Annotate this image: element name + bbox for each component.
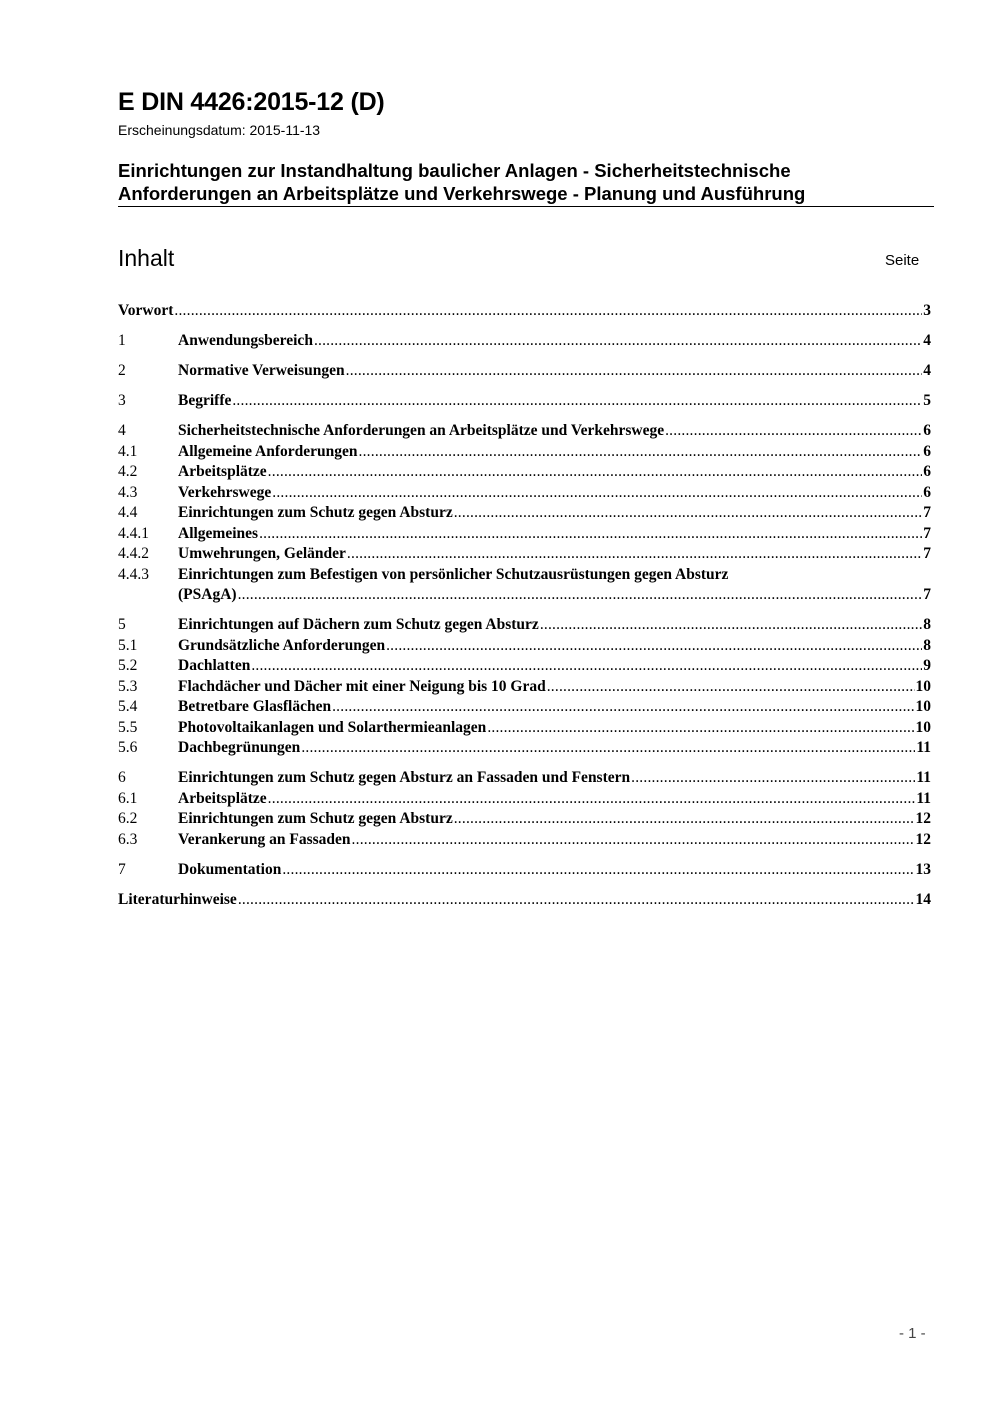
toc-entry-number: 4.3 (118, 483, 138, 501)
toc-entry-5-2[interactable] (118, 656, 931, 677)
toc-entry-title: Allgemeines (178, 524, 259, 542)
toc-entry-title: Einrichtungen zum Schutz gegen Absturz an Fassaden und Fenstern (178, 769, 631, 786)
toc-entry-number: 6.2 (118, 810, 138, 827)
toc-entry-6-3[interactable] (118, 830, 931, 851)
toc-entry-number: 4.4.2 (118, 545, 149, 562)
dot-leader (332, 697, 914, 718)
toc-entry-number: 5 (118, 616, 126, 633)
toc-entry-page: 7 (923, 586, 931, 603)
toc-entry-number: 3 (118, 392, 126, 409)
toc-entry-4-1[interactable] (118, 442, 931, 463)
toc-entry-1[interactable] (118, 331, 931, 352)
dot-leader (301, 738, 915, 759)
toc-entry-title-continued: (PSAgA) (178, 586, 237, 603)
toc-entry-page: 7 (923, 504, 931, 521)
toc-entry-6[interactable] (118, 768, 931, 789)
toc-entry-page: 14 (915, 890, 931, 908)
toc-entry-page: 6 (923, 483, 931, 501)
toc-entry-title: Photovoltaikanlagen und Solarthermieanlagen (178, 718, 487, 736)
toc-entry-page: 6 (923, 422, 931, 439)
dot-leader (259, 524, 922, 545)
toc-entry-number: 4.4.1 (118, 524, 149, 542)
dot-leader (352, 830, 915, 851)
dot-leader (487, 718, 914, 739)
toc-entry-title: Vorwort (118, 302, 174, 319)
toc-entry-5[interactable] (118, 615, 931, 636)
toc-entry-vorwort[interactable] (118, 301, 931, 322)
toc-entry-page: 11 (916, 739, 931, 756)
dot-leader (359, 442, 923, 463)
toc-entry-3[interactable] (118, 391, 931, 412)
toc-entry-title: Normative Verweisungen (178, 362, 345, 379)
document-id: E DIN 4426:2015-12 (D) (118, 88, 385, 116)
toc-entry-4-4[interactable] (118, 503, 931, 524)
toc-entry-page: 4 (923, 332, 931, 349)
toc-entry-number: 6 (118, 769, 126, 786)
toc-entry-page: 6 (923, 463, 931, 480)
toc-entry-page: 12 (915, 830, 931, 848)
toc-entry-5-3[interactable] (118, 677, 931, 698)
toc-entry-title: Einrichtungen zum Schutz gegen Absturz (178, 504, 453, 521)
toc-entry-title: Umwehrungen, Geländer (178, 545, 346, 562)
toc-entry-title: Verkehrswege (178, 483, 272, 501)
dot-leader (238, 585, 923, 606)
dot-leader (314, 331, 922, 352)
subtitle-line-1: Einrichtungen zur Instandhaltung baulicher Anlagen - Sicherheitstechnische (118, 160, 791, 181)
toc-entry-title: Arbeitsplätze (178, 789, 267, 807)
toc-entry-page: 8 (923, 616, 931, 633)
toc-entry-title: Einrichtungen auf Dächern zum Schutz gegen Absturz (178, 616, 539, 633)
toc-entry-7[interactable] (118, 860, 931, 881)
page-number: - 1 - (899, 1325, 926, 1342)
toc-entry-title: Einrichtungen zum Befestigen von persönlicher Schutzausrüstungen gegen Absturz (178, 565, 729, 583)
toc-entry-6-1[interactable] (118, 789, 931, 810)
toc-entry-6-2[interactable] (118, 809, 931, 830)
dot-leader (631, 768, 915, 789)
toc-entry-title: Betretbare Glasflächen (178, 698, 332, 715)
release-date: Erscheinungsdatum: 2015-11-13 (118, 122, 321, 138)
toc-entry-number: 5.5 (118, 718, 138, 736)
toc-entry-number: 7 (118, 860, 126, 878)
toc-entry-page: 3 (923, 302, 931, 319)
dot-leader (174, 301, 922, 322)
toc-entry-title: Sicherheitstechnische Anforderungen an Arbeitsplätze und Verkehrswege (178, 422, 665, 439)
toc-entry-4-4-3-continued[interactable] (118, 585, 931, 606)
dot-leader (540, 615, 922, 636)
dot-leader (282, 860, 914, 881)
toc-entry-page: 8 (923, 636, 931, 654)
toc-entry-4-2[interactable] (118, 462, 931, 483)
toc-entry-4-4-2[interactable] (118, 544, 931, 565)
table-of-contents (118, 301, 931, 910)
toc-entry-title: Allgemeine Anforderungen (178, 442, 358, 460)
toc-entry-5-4[interactable] (118, 697, 931, 718)
toc-entry-title: Literaturhinweise (118, 890, 237, 908)
toc-entry-page: 10 (915, 698, 931, 715)
dot-leader (272, 483, 922, 504)
dot-leader (386, 636, 922, 657)
toc-entry-title: Dachlatten (178, 657, 251, 674)
toc-entry-page: 12 (915, 810, 931, 827)
dot-leader (346, 361, 923, 382)
toc-entry-5-5[interactable] (118, 718, 931, 739)
toc-entry-title: Begriffe (178, 392, 232, 409)
dot-leader (454, 809, 915, 830)
toc-entry-number: 4 (118, 422, 126, 439)
toc-entry-page: 4 (923, 362, 931, 379)
toc-entry-page: 5 (923, 392, 931, 409)
toc-entry-number: 5.6 (118, 739, 138, 756)
toc-entry-5-6[interactable] (118, 738, 931, 759)
toc-entry-number: 2 (118, 362, 126, 379)
dot-leader (268, 462, 923, 483)
toc-entry-literaturhinweise[interactable] (118, 890, 931, 911)
header-divider (118, 206, 934, 207)
toc-entry-title: Verankerung an Fassaden (178, 830, 351, 848)
dot-leader (547, 677, 915, 698)
toc-entry-4-4-3[interactable] (118, 565, 931, 586)
toc-entry-page: 10 (915, 718, 931, 736)
toc-entry-number: 5.3 (118, 677, 138, 695)
dot-leader (251, 656, 922, 677)
toc-entry-title: Flachdächer und Dächer mit einer Neigung bis 10 Grad (178, 677, 546, 695)
dot-leader (665, 421, 922, 442)
toc-entry-number: 1 (118, 332, 126, 349)
subtitle-line-2: Anforderungen an Arbeitsplätze und Verkehrswege - Planung und Ausführung (118, 183, 806, 204)
toc-entry-title: Einrichtungen zum Schutz gegen Absturz (178, 810, 453, 827)
toc-entry-number: 5.2 (118, 657, 138, 674)
toc-entry-title: Arbeitsplätze (178, 463, 267, 480)
toc-entry-page: 11 (916, 769, 931, 786)
dot-leader (347, 544, 922, 565)
toc-heading: Inhalt (118, 245, 175, 271)
toc-entry-page: 6 (923, 442, 931, 460)
toc-entry-4-3[interactable] (118, 483, 931, 504)
toc-entry-page: 13 (915, 860, 931, 878)
toc-entry-page: 10 (915, 677, 931, 695)
toc-entry-4-4-1[interactable] (118, 524, 931, 545)
toc-entry-number: 5.4 (118, 698, 138, 715)
toc-entry-title: Dachbegrünungen (178, 739, 301, 756)
toc-entry-title: Dokumentation (178, 860, 282, 878)
toc-entry-number: 4.1 (118, 442, 138, 460)
dot-leader (232, 391, 922, 412)
toc-entry-page: 7 (923, 545, 931, 562)
dot-leader (454, 503, 923, 524)
toc-entry-title: Grundsätzliche Anforderungen (178, 636, 386, 654)
toc-entry-page: 9 (923, 657, 931, 674)
toc-entry-number: 4.4.3 (118, 565, 149, 583)
toc-entry-number: 6.1 (118, 789, 138, 807)
toc-entry-title: Anwendungsbereich (178, 332, 313, 349)
toc-entry-2[interactable] (118, 361, 931, 382)
dot-leader (268, 789, 916, 810)
toc-entry-number: 6.3 (118, 830, 138, 848)
toc-entry-number: 4.4 (118, 504, 138, 521)
toc-entry-page: 11 (916, 789, 931, 807)
toc-entry-5-1[interactable] (118, 636, 931, 657)
document-subtitle (118, 159, 934, 205)
page-column-label: Seite (885, 252, 920, 269)
toc-entry-number: 4.2 (118, 463, 138, 480)
toc-entry-number: 5.1 (118, 636, 138, 654)
toc-entry-4[interactable] (118, 421, 931, 442)
toc-entry-page: 7 (923, 524, 931, 542)
dot-leader (238, 890, 915, 911)
